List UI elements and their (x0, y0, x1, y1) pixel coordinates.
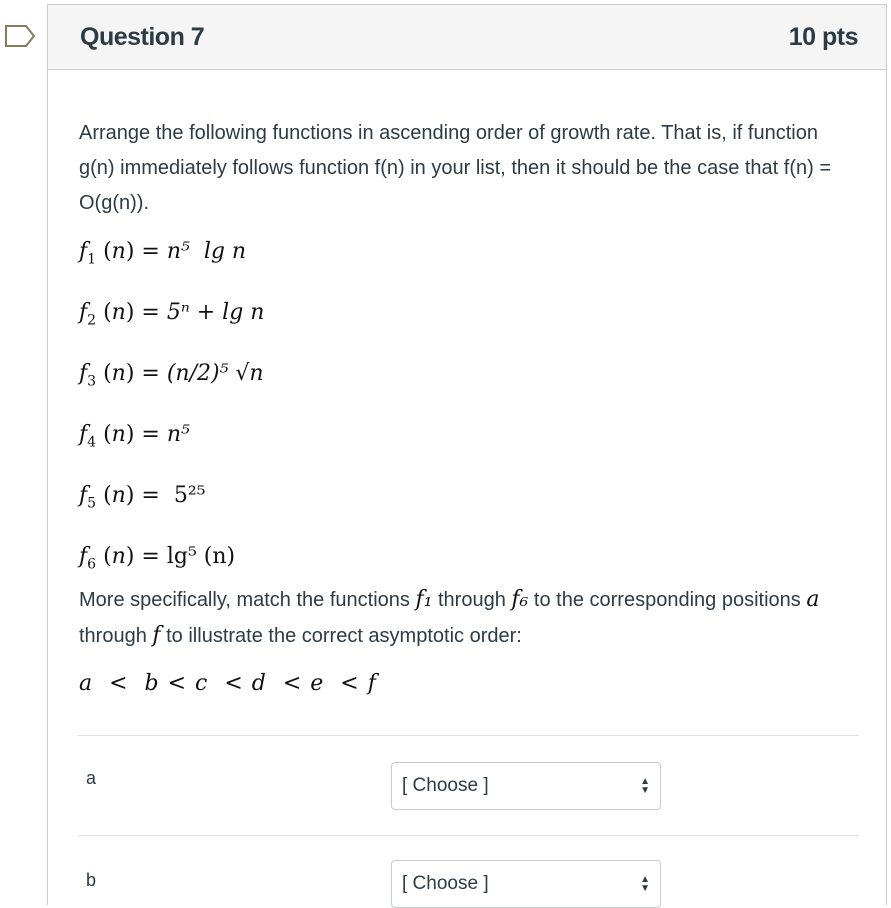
select-value: [ Choose ] (402, 775, 489, 796)
answer-label-a: a (86, 768, 97, 788)
function-6-rhs: lg⁵ (n) (166, 544, 236, 569)
function-2: $f_2$ (n) = 5ⁿ + lg n (79, 300, 265, 329)
select-arrows-icon: ▲ ▼ (640, 874, 650, 894)
bookmark-icon[interactable] (4, 24, 36, 48)
answer-select-b[interactable] (391, 860, 661, 908)
function-2-rhs: 5ⁿ + lg n (166, 300, 265, 325)
question-card (47, 4, 887, 905)
function-1: $f_1$ (n) = n⁵ lg n (79, 239, 247, 268)
select-value: [ Choose ] (402, 873, 489, 894)
function-1-rhs: n⁵ lg n (166, 239, 247, 264)
divider (78, 835, 859, 836)
function-3: $f_3$ (n) = (n/2)⁵ √n (79, 361, 264, 390)
function-5-rhs: 5²⁵ (173, 483, 206, 508)
divider (78, 735, 859, 736)
answer-label-b: b (86, 870, 97, 890)
question-prompt: Arrange the following functions in ascending order of growth rate. That is, if function g(n) immediately follows function f(n) in your list, then it should be the case that f(n) = O(g(n)). (79, 122, 832, 214)
function-5: $f_5$ (n) = 5²⁵ (79, 483, 206, 512)
instruction-text: More specifically, match the functions f₁ through f₆ to the corresponding positions a through f to illustrate the correct asymptotic order: (79, 587, 820, 648)
question-header (48, 5, 886, 70)
function-6: $f_6$ (n) = lg⁵ (n) (79, 544, 236, 573)
function-3-rhs: (n/2)⁵ √n (166, 361, 264, 386)
question-points: 10 pts (788, 22, 858, 51)
function-4: $f_4$ (n) = n⁵ (79, 422, 190, 451)
question-title: Question 7 (80, 22, 205, 51)
select-arrows-icon: ▲ ▼ (640, 776, 650, 796)
order-expression: a < b < c < d < e < f (79, 671, 377, 696)
answer-select-a[interactable] (391, 762, 661, 810)
function-4-rhs: n⁵ (166, 422, 190, 447)
